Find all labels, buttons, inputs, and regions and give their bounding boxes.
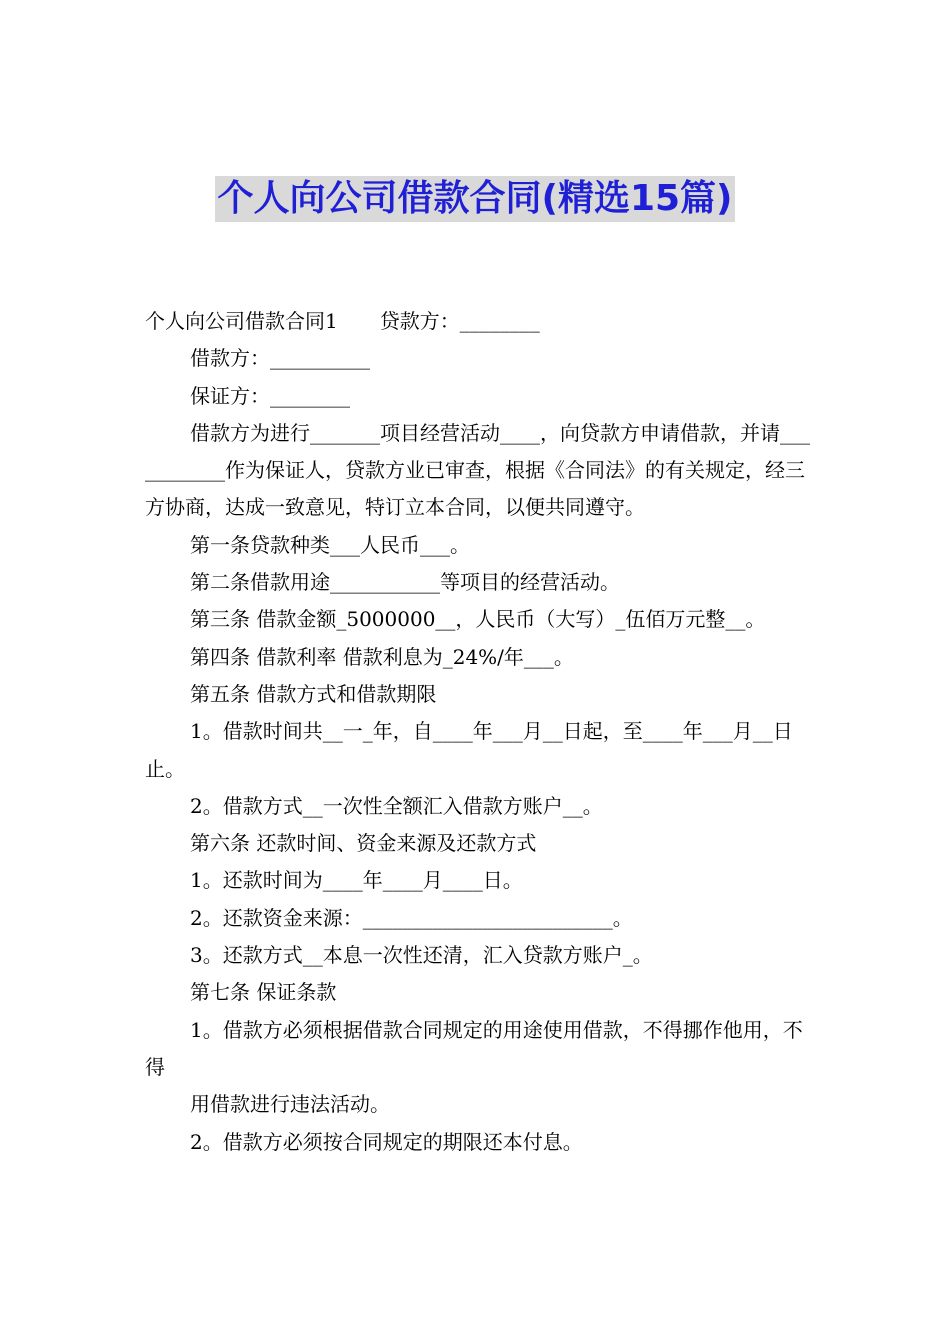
document-body [145, 303, 810, 1161]
paragraph-article-5-item-1: 1。借款时间共__一_年，自____年___月__日起，至____年___月__日止。 [145, 719, 793, 781]
paragraph-article-7-item-1: 1。借款方必须根据借款合同规定的用途使用借款，不得挪作他用，不得 [145, 1017, 803, 1079]
paragraph-article-6-item-1: 1。还款时间为____年____月____日。 [190, 868, 523, 893]
paragraph-article-7-item-1-cont: 用借款进行违法活动。 [190, 1092, 390, 1117]
paragraph-article-6: 第六条 还款时间、资金来源及还款方式 [190, 831, 537, 856]
lender-field: 贷款方：________ [379, 309, 540, 333]
paragraph-article-7: 第七条 保证条款 [190, 980, 337, 1005]
paragraph-article-5: 第五条 借款方式和借款期限 [190, 681, 437, 706]
paragraph-heading-line [145, 303, 810, 340]
paragraph-article-7-item-2: 2。借款方必须按合同规定的期限还本付息。 [190, 1129, 583, 1154]
paragraph-article-1: 第一条贷款种类___人民币___。 [190, 532, 470, 557]
paragraph-article-3: 第三条 借款金额_5000000__，人民币（大写）_伍佰万元整__。 [190, 607, 766, 632]
paragraph-article-5-item-2: 2。借款方式__一次性全额汇入借款方账户__。 [190, 793, 603, 818]
paragraph-article-4: 第四条 借款利率 借款利息为_24%/年___。 [190, 644, 574, 669]
title-container [0, 176, 950, 222]
contract-number-label: 个人向公司借款合同1 [145, 309, 338, 333]
paragraph-preamble: 借款方为进行_______项目经营活动____，向贷款方申请借款，并请___________作为保证人，贷款方业已审查，根据《合同法》的有关规定，经三方协商，达成一致意见，特订立本合同，以便共同遵守。 [145, 420, 810, 520]
guarantor-field: 保证方：________ [190, 383, 350, 408]
paragraph-article-6-item-3: 3。还款方式__本息一次性还清，汇入贷款方账户_。 [190, 943, 653, 968]
paragraph-article-6-item-2: 2。还款资金来源：_________________________。 [190, 905, 633, 930]
paragraph-article-2: 第二条借款用途___________等项目的经营活动。 [190, 570, 620, 595]
document-title: 个人向公司借款合同(精选15篇) [215, 176, 734, 222]
borrower-field: 借款方：__________ [190, 346, 370, 371]
